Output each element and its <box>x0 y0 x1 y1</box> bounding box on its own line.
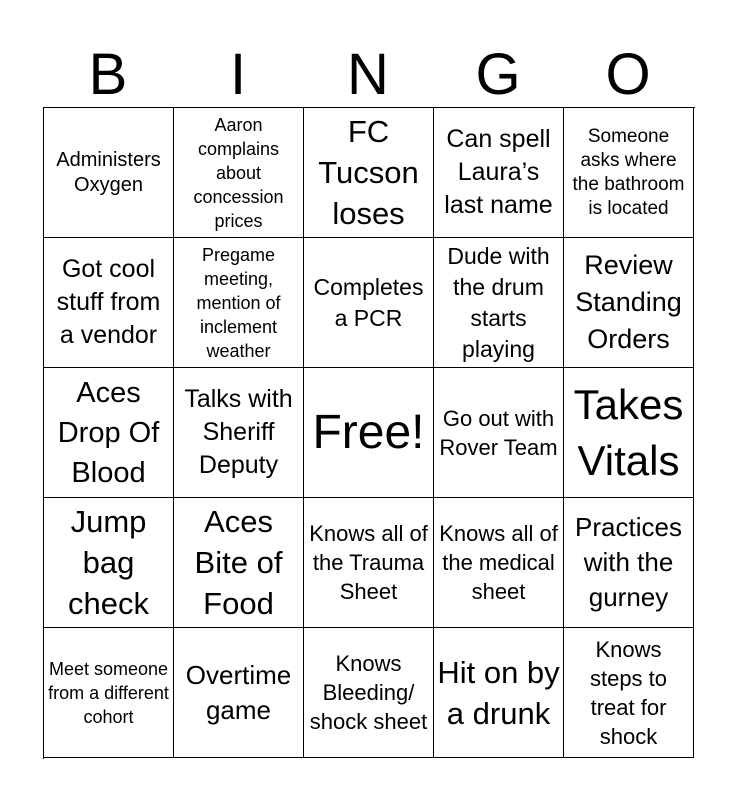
cell-text: Takes Vitals <box>573 380 684 484</box>
bingo-cell-r5-c4 <box>434 628 564 758</box>
bingo-grid <box>43 107 695 759</box>
bingo-cell-r1-c5 <box>564 108 694 238</box>
bingo-cell-r2-c4 <box>434 238 564 368</box>
cell-text: Knows all of the Trauma Sheet <box>309 521 428 604</box>
bingo-cell-r3-c1 <box>44 368 174 498</box>
cell-text: Hit on by a drunk <box>437 654 560 731</box>
cell-text: Aces Bite of Food <box>194 504 283 621</box>
header-letter-g: G <box>475 42 521 107</box>
cell-text: Aces Drop Of Blood <box>57 376 160 489</box>
cell-text: Knows Bleeding/ shock sheet <box>309 651 428 734</box>
bingo-cell-r3-c5 <box>564 368 694 498</box>
bingo-cell-r1-c2 <box>174 108 304 238</box>
cell-text: Administers Oxygen <box>56 148 161 196</box>
cell-text: Knows all of the medical sheet <box>439 521 558 604</box>
header-letter-n: N <box>347 42 389 107</box>
cell-text: Pregame meeting, mention of inclement weather <box>196 244 281 361</box>
bingo-cell-r4-c2 <box>174 498 304 628</box>
bingo-cell-r5-c5 <box>564 628 694 758</box>
cell-text: Talks with Sheriff Deputy <box>184 385 293 479</box>
bingo-cell-r5-c2 <box>174 628 304 758</box>
bingo-cell-r1-c3 <box>304 108 434 238</box>
header-letter-b: B <box>88 42 128 107</box>
header-letter-i: I <box>229 42 247 107</box>
cell-text: Free! <box>312 405 425 459</box>
cell-text: Overtime game <box>185 659 292 725</box>
cell-text: Can spell Laura’s last name <box>444 125 553 219</box>
bingo-cell-r4-c5 <box>564 498 694 628</box>
bingo-cell-r1-c4 <box>434 108 564 238</box>
cell-text: Completes a PCR <box>313 273 424 331</box>
cell-text: Go out with Rover Team <box>439 405 558 460</box>
header-letter-o: O <box>605 42 651 107</box>
bingo-cell-r3-c4 <box>434 368 564 498</box>
bingo-cell-r2-c5 <box>564 238 694 368</box>
cell-text: Jump bag check <box>68 504 149 621</box>
cell-text: Got cool stuff from a vendor <box>56 255 161 349</box>
cell-text: Review Standing Orders <box>575 250 682 354</box>
cell-text: Meet someone from a different cohort <box>48 658 169 727</box>
cell-text: Someone asks where the bathroom is located <box>572 125 685 219</box>
bingo-header <box>43 42 693 108</box>
bingo-cell-r3-c2 <box>174 368 304 498</box>
bingo-cell-r4-c3 <box>304 498 434 628</box>
bingo-cell-r1-c1 <box>44 108 174 238</box>
bingo-cell-free <box>304 368 434 498</box>
cell-text: Practices with the gurney <box>575 512 682 612</box>
bingo-cell-r2-c1 <box>44 238 174 368</box>
bingo-cell-r4-c4 <box>434 498 564 628</box>
bingo-cell-r4-c1 <box>44 498 174 628</box>
bingo-cell-r5-c3 <box>304 628 434 758</box>
cell-text: Knows steps to treat for shock <box>589 636 668 749</box>
bingo-cell-r5-c1 <box>44 628 174 758</box>
cell-text: Dude with the drum starts playing <box>447 242 550 362</box>
bingo-cell-r2-c2 <box>174 238 304 368</box>
bingo-cell-r2-c3 <box>304 238 434 368</box>
cell-text: Aaron complains about concession prices <box>193 114 284 231</box>
cell-text: FC Tucson loses <box>318 114 419 231</box>
